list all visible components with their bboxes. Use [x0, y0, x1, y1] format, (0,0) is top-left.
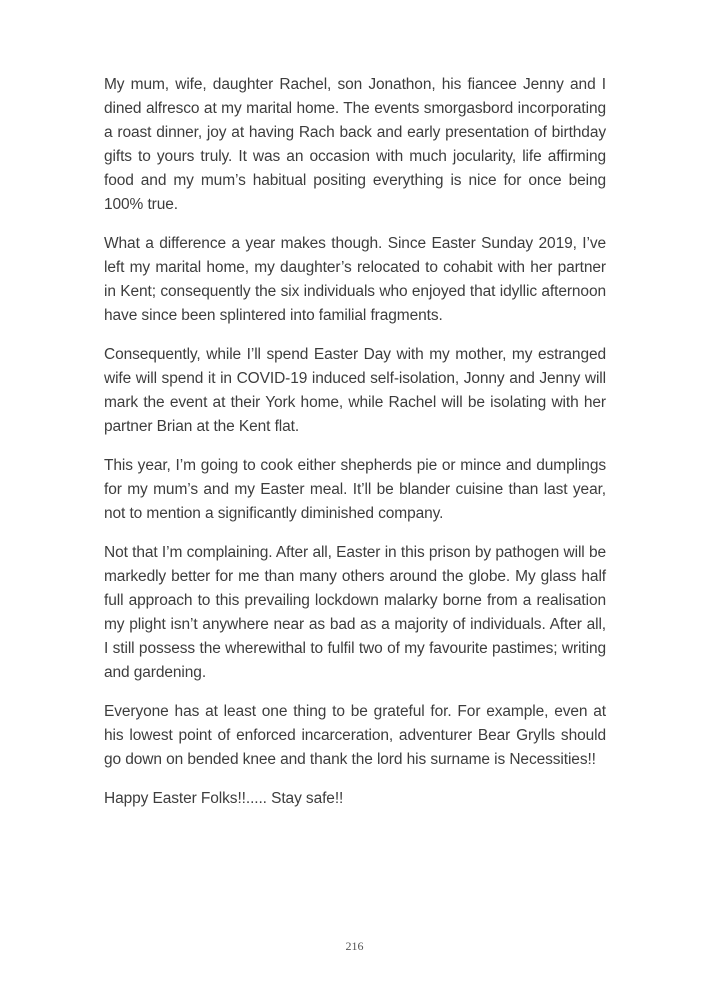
paragraph: Not that I’m complaining. After all, Easter in this prison by pathogen will be markedly better for me than many others around the globe. My glass half full approach to this prevailing lockdown malarky borne from a realisation my plight isn’t anywhere near as bad as a majority of individuals. After all, I still possess the wherewithal to fulfil two of my favourite pastimes; writing and gardening. [104, 544, 606, 681]
paragraph: What a difference a year makes though. Since Easter Sunday 2019, I’ve left my marital home, my daughter’s relocated to cohabit with her partner in Kent; consequently the six individuals who enjoyed that idyllic afternoon have since been splintered into familial fragments. [104, 235, 606, 324]
page-number: 216 [345, 939, 364, 953]
paragraph: Everyone has at least one thing to be grateful for. For example, even at his lowest point of enforced incarceration, adventurer Bear Grylls should go down on bended knee and thank the lord his surname is Necessities!! [104, 703, 606, 768]
paragraph: Consequently, while I’ll spend Easter Day with my mother, my estranged wife will spend it in COVID-19 induced self-isolation, Jonny and Jenny will mark the event at their York home, while Rachel will be isolating with her partner Brian at the Kent flat. [104, 346, 606, 435]
paragraph: My mum, wife, daughter Rachel, son Jonathon, his fiancee Jenny and I dined alfresco at my marital home. The events smorgasbord incorporating a roast dinner, joy at having Rach back and early presentation of birthday gifts to yours truly. It was an occasion with much jocularity, life affirming food and my mum’s habitual positing everything is nice for once being 100% true. [104, 76, 606, 213]
paragraph: Happy Easter Folks!!..... Stay safe!! [104, 790, 344, 807]
paragraph: This year, I’m going to cook either shepherds pie or mince and dumplings for my mum’s and my Easter meal. It’ll be blander cuisine than last year, not to mention a significantly diminished company. [104, 457, 606, 522]
text-block [104, 73, 606, 811]
